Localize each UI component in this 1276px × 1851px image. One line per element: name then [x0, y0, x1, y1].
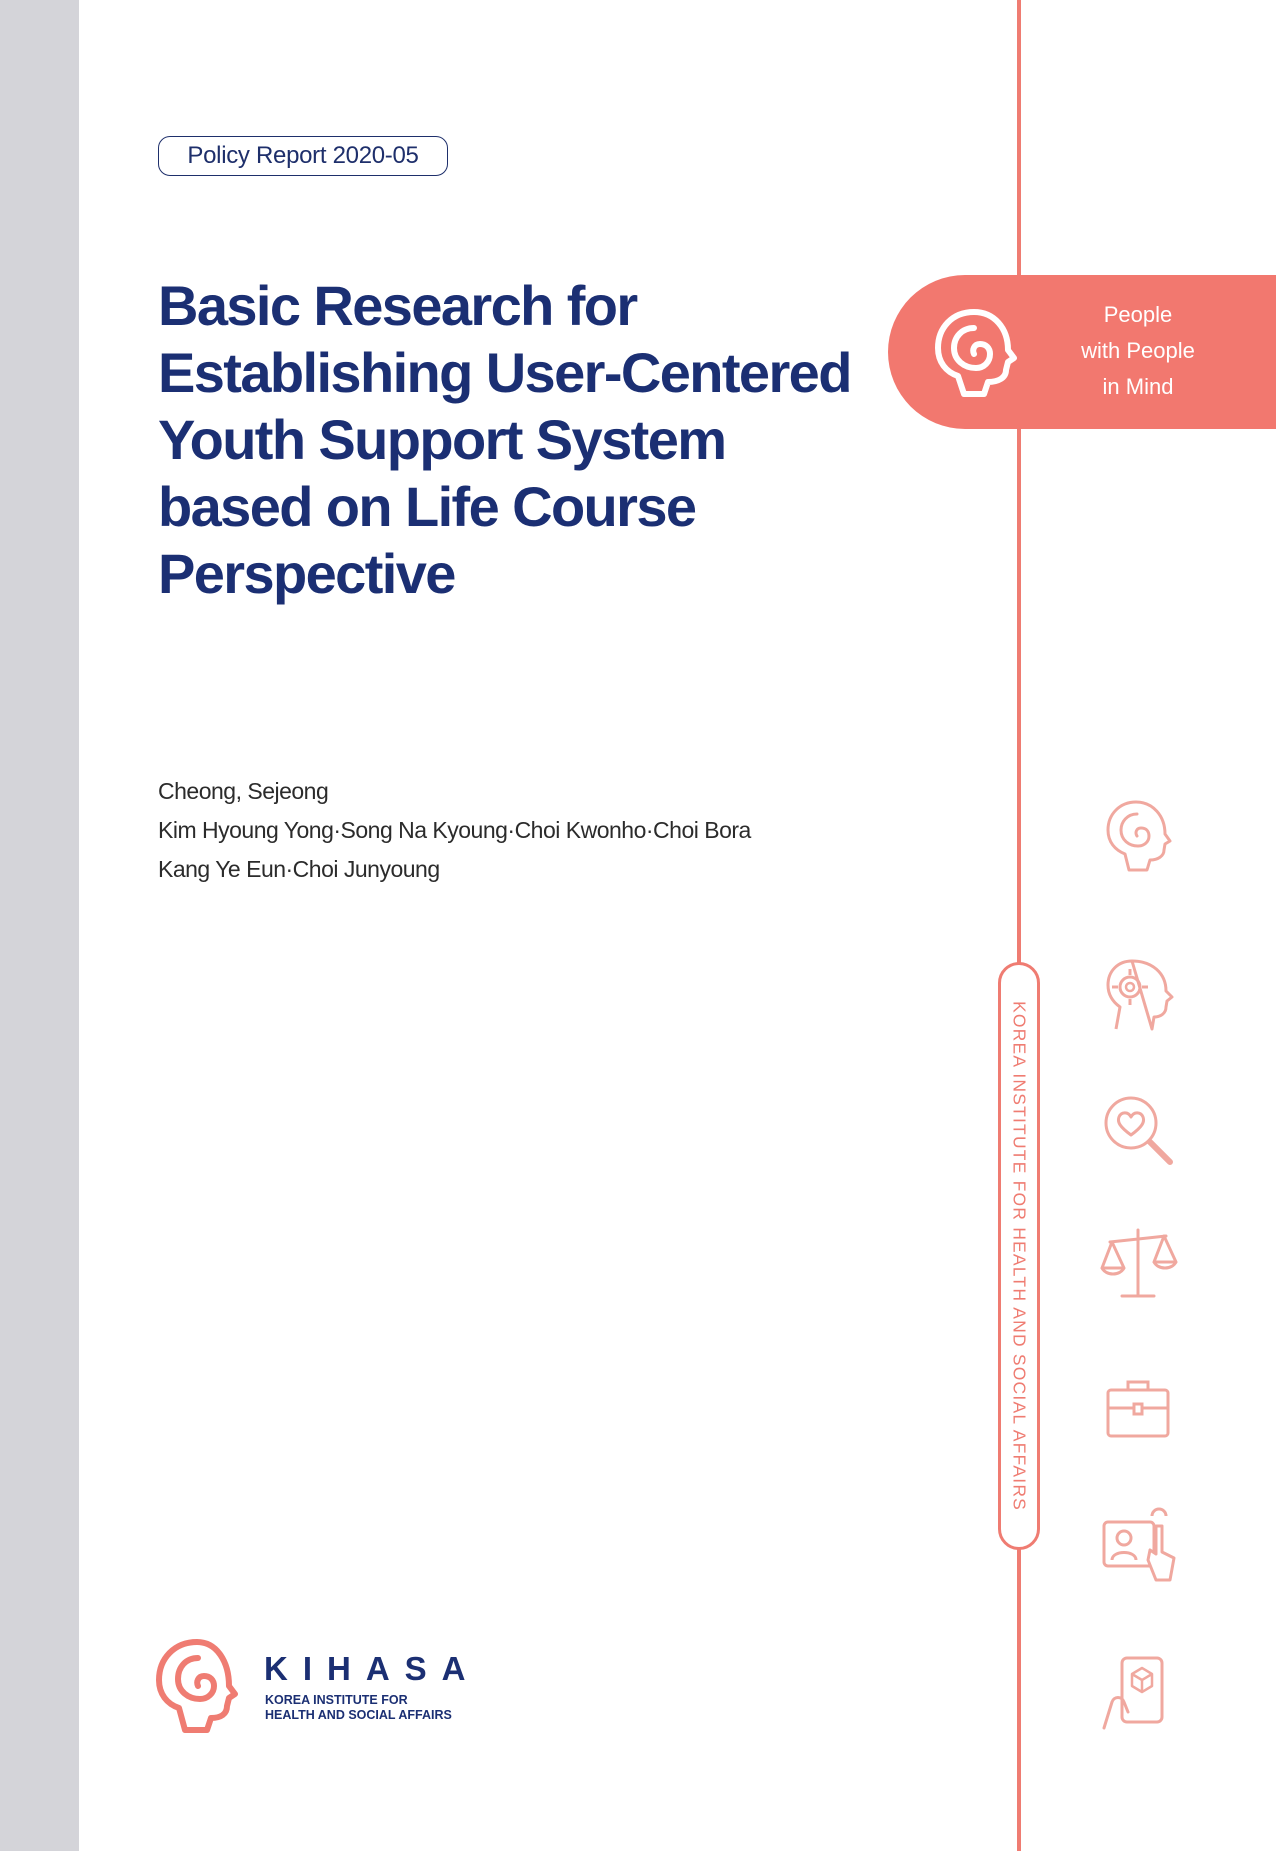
logo-subtitle-line: KOREA INSTITUTE FOR	[265, 1693, 408, 1707]
series-badge: Policy Report 2020-05	[158, 136, 448, 176]
author-line: Kang Ye Eun·Choi Junyoung	[158, 856, 440, 882]
report-title	[158, 272, 858, 607]
tagline-text	[1038, 297, 1238, 405]
head-profile-icon	[1098, 796, 1178, 876]
title-line: Basic Research for	[158, 274, 637, 337]
title-line: Youth Support System	[158, 408, 726, 471]
author-line: Kim Hyoung Yong·Song Na Kyoung·Choi Kwonho·Choi Bora	[158, 817, 751, 843]
heart-magnifier-icon	[1098, 1090, 1178, 1170]
logo-subtitle-line: HEALTH AND SOCIAL AFFAIRS	[265, 1708, 452, 1722]
institute-vertical-label: KOREA INSTITUTE FOR HEALTH AND SOCIAL AFFAIRS	[1009, 1000, 1030, 1512]
kihasa-logo-icon	[153, 1636, 241, 1736]
tagline-line: with People	[1081, 338, 1195, 363]
author-list	[158, 772, 838, 889]
phone-box-icon	[1098, 1652, 1178, 1732]
profile-card-touch-icon	[1098, 1506, 1178, 1586]
kihasa-logo-name: KIHASA	[264, 1650, 481, 1687]
head-gear-icon	[1098, 955, 1178, 1035]
kihasa-logo-subtitle	[265, 1693, 452, 1723]
author-line: Cheong, Sejeong	[158, 778, 329, 804]
briefcase-icon	[1098, 1370, 1178, 1450]
title-line: based on Life Course	[158, 475, 696, 538]
tagline-pill	[888, 275, 1276, 429]
tagline-line: in Mind	[1102, 374, 1174, 399]
head-profile-icon	[924, 302, 1024, 402]
cover-spine	[0, 0, 79, 1851]
balance-scale-icon	[1098, 1224, 1178, 1304]
tagline-line: People	[1103, 302, 1173, 327]
title-line: Perspective	[158, 542, 455, 605]
title-line: Establishing User-Centered	[158, 341, 851, 404]
